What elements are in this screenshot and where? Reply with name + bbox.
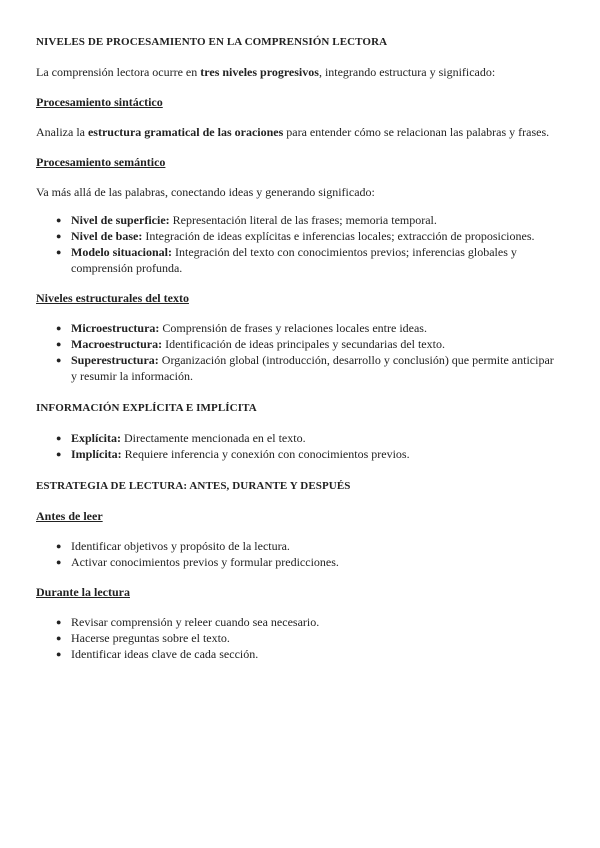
list-item-term: Implícita: <box>71 447 122 461</box>
bullet-icon: ● <box>56 247 62 257</box>
list-item-term: Macroestructura: <box>71 337 163 351</box>
bullet-icon: ● <box>56 355 62 365</box>
list-item <box>36 228 554 244</box>
list-item-text: Integración de ideas explícitas e inferencias locales; extracción de proposiciones. <box>142 229 535 243</box>
sintactico-text-end: para entender cómo se relacionan las palabras y frases. <box>283 125 550 139</box>
bullet-icon: ● <box>56 323 62 333</box>
antes-list <box>36 538 554 570</box>
list-item <box>36 554 554 570</box>
subheading-estructurales: Niveles estructurales del texto <box>36 291 189 305</box>
sintactico-text: Analiza la <box>36 125 88 139</box>
sintactico-bold: estructura gramatical de las oraciones <box>87 125 284 139</box>
list-item-text: Identificar ideas clave de cada sección. <box>71 647 259 661</box>
list-item-text: Directamente mencionada en el texto. <box>121 431 306 445</box>
bullet-icon: ● <box>56 557 62 567</box>
bullet-icon: ● <box>56 215 62 225</box>
list-item-text: Comprensión de frases y relaciones locales entre ideas. <box>159 321 427 335</box>
list-item-term: Superestructura: <box>71 353 159 367</box>
list-item <box>36 446 554 462</box>
bullet-icon: ● <box>56 649 62 659</box>
bullet-icon: ● <box>56 541 62 551</box>
semantico-intro: Va más allá de las palabras, conectando ideas y generando significado: <box>36 185 375 199</box>
list-item-term: Modelo situacional: <box>71 245 172 259</box>
list-item-text: Requiere inferencia y conexión con conocimientos previos. <box>121 447 410 461</box>
list-item-text: Identificación de ideas principales y secundarias del texto. <box>162 337 445 351</box>
semantico-list <box>36 212 554 276</box>
intro-text: La comprensión lectora ocurre en <box>36 65 201 79</box>
list-item-term: Nivel de superficie: <box>71 213 170 227</box>
intro-bold: tres niveles progresivos <box>200 65 319 79</box>
list-item-term: Microestructura: <box>71 321 160 335</box>
list-item <box>36 614 554 630</box>
list-item-text: Organización global (introducción, desarrollo y conclusión) que permite anticipar y resumir la información. <box>71 353 554 383</box>
section-title-informacion: INFORMACIÓN EXPLÍCITA E IMPLÍCITA <box>36 402 257 414</box>
list-item-text: Hacerse preguntas sobre el texto. <box>71 631 230 645</box>
list-item <box>36 244 554 276</box>
estructurales-list <box>36 320 554 384</box>
bullet-icon: ● <box>56 339 62 349</box>
intro-text-end: , integrando estructura y significado: <box>318 65 496 79</box>
list-item <box>36 538 554 554</box>
subheading-durante: Durante la lectura <box>36 585 130 599</box>
subheading-sintactico: Procesamiento sintáctico <box>36 95 163 109</box>
list-item <box>36 430 554 446</box>
intro-paragraph <box>36 64 554 80</box>
informacion-list <box>36 430 554 462</box>
subheading-antes: Antes de leer <box>36 509 103 523</box>
bullet-icon: ● <box>56 231 62 241</box>
list-item-text: Representación literal de las frases; memoria temporal. <box>169 213 437 227</box>
subheading-semantico: Procesamiento semántico <box>36 155 166 169</box>
list-item-text: Integración del texto con conocimientos previos; inferencias globales y comprensión profunda. <box>71 245 517 275</box>
list-item-text: Activar conocimientos previos y formular predicciones. <box>71 555 339 569</box>
list-item <box>36 352 554 384</box>
list-item <box>36 212 554 228</box>
section-title-estrategia: ESTRATEGIA DE LECTURA: ANTES, DURANTE Y DESPUÉS <box>36 480 351 492</box>
list-item <box>36 336 554 352</box>
list-item-text: Identificar objetivos y propósito de la lectura. <box>71 539 290 553</box>
list-item-term: Explícita: <box>71 431 121 445</box>
document-page <box>36 34 554 662</box>
bullet-icon: ● <box>56 633 62 643</box>
list-item <box>36 646 554 662</box>
bullet-icon: ● <box>56 617 62 627</box>
list-item <box>36 630 554 646</box>
list-item-text: Revisar comprensión y releer cuando sea necesario. <box>71 615 320 629</box>
section-title-niveles: NIVELES DE PROCESAMIENTO EN LA COMPRENSIÓN LECTORA <box>36 36 388 48</box>
list-item <box>36 320 554 336</box>
bullet-icon: ● <box>56 449 62 459</box>
bullet-icon: ● <box>56 433 62 443</box>
list-item-term: Nivel de base: <box>71 229 143 243</box>
durante-list <box>36 614 554 662</box>
sintactico-paragraph <box>36 124 554 140</box>
